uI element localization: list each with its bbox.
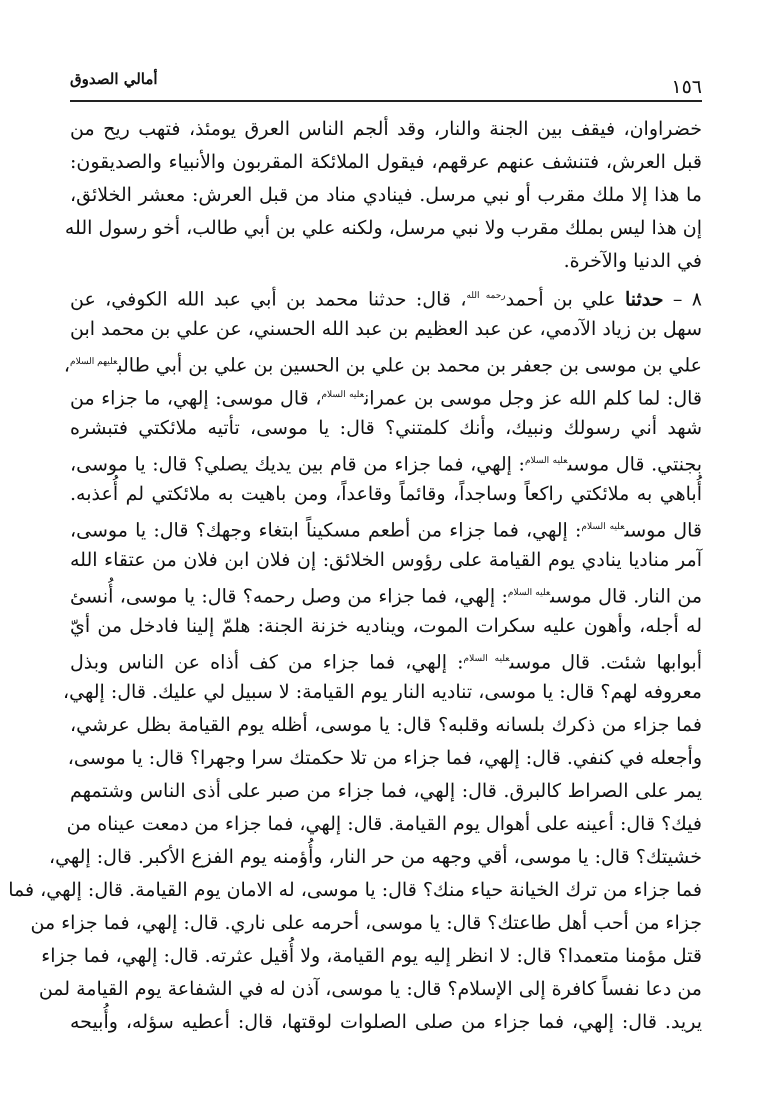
text-line: قتل مؤمنا متعمدا؟ قال: لا انظر إليه يوم القيامة، ولا أُقيل عثرته. قال: إلهي، فما جزاء (41, 945, 702, 967)
text-span: أبوابها شئت. قال موسى (509, 651, 702, 674)
text-line (70, 643, 702, 676)
text-span: علي بن أحمد (505, 288, 616, 311)
text-span: : إلهي، فما جزاء من وصل رحمه؟ قال: يا موسى، أُنسئ (70, 585, 508, 608)
text-line (70, 511, 702, 544)
hadith-lead: حدثنا (624, 288, 664, 311)
text-line: خضراوان، فيقف بين الجنة والنار، وقد ألجم الناس العرق يومئذ، فتهب ريح من (70, 118, 702, 140)
honorific-rahimahu-icon: رحمه الله (466, 291, 506, 301)
header-rule (70, 100, 702, 102)
text-line (70, 280, 702, 313)
honorific-alayhi-icon: عليه السلام (581, 522, 625, 532)
text-span: : إلهي، فما جزاء من أطعم مسكيناً ابتغاء وجهك؟ قال: يا موسى، (70, 519, 582, 542)
text-line: فما جزاء من ترك الخيانة حياء منك؟ قال: يا موسى، له الامان يوم القيامة. قال: إلهي، فما (8, 879, 702, 901)
text-span: ، قال: حدثنا محمد بن أبي عبد الله الكوفي، عن (70, 288, 467, 311)
paragraph-2 (8, 280, 703, 1039)
text-line: يمر على الصراط كالبرق. قال: إلهي، فما جزاء من صبر على أذى الناس وشتمهم (70, 780, 702, 802)
honorific-alayhi-icon: عليه السلام (507, 588, 551, 598)
text-span: قال: لما كلم الله عز وجل موسى بن عمران (363, 387, 703, 410)
text-span: قال موسى (624, 519, 702, 542)
text-line (63, 346, 702, 379)
text-line: شهد أني رسولك ونبيك، وأنك كلمتني؟ قال: يا موسى، تأتيه ملائكتي فتبشره (70, 417, 702, 439)
honorific-alayhim-icon: عليهم السلام (70, 357, 118, 367)
text-span: علي بن موسى بن جعفر بن محمد بن علي بن الحسين بن علي بن أبي طالب (117, 354, 702, 377)
honorific-alayhi-icon: عليه السلام (321, 390, 364, 400)
text-line: له أجله، وأهون عليه سكرات الموت، ويناديه خزنة الجنة: هلمّ إلينا فادخل من أيّ (70, 615, 702, 637)
text-line: آمر مناديا ينادي يوم القيامة على رؤوس الخلائق: إن فلان ابن فلان من عتقاء الله (70, 549, 702, 571)
running-header (70, 66, 702, 102)
text-line (70, 577, 702, 610)
book-title: أمالي الصدوق (70, 70, 158, 88)
hadith-number: ٨ – (672, 288, 702, 311)
text-span: ، (63, 354, 71, 377)
text-line: خشيتك؟ قال: يا موسى، أقي وجهه من حر النار، وأُؤمنه يوم الفزع الأكبر. قال: إلهي، (48, 846, 702, 868)
text-line: سهل بن زياد الآدمي، عن عبد العظيم بن عبد الله الحسني، عن علي بن محمد ابن (70, 318, 702, 340)
text-line: في الدنيا والآخرة. (563, 250, 702, 272)
honorific-alayhi-icon: عليه السلام (524, 456, 568, 466)
text-line: إن هذا ليس بملك مقرب ولا نبي مرسل، ولكنه علي بن أبي طالب، أخو رسول الله (64, 217, 702, 239)
text-line: ما هذا إلا ملك مقرب أو نبي مرسل. فينادي مناد من قبل العرش: معشر الخلائق، (70, 184, 702, 206)
text-line: جزاء من أحب أهل طاعتك؟ قال: يا موسى، أحرمه على ناري. قال: إلهي، فما جزاء من (30, 912, 702, 934)
text-line (70, 445, 702, 478)
text-span: من النار. قال موسى (550, 585, 702, 608)
paragraph-1 (64, 113, 702, 278)
honorific-alayhi-icon: عليه السلام (463, 654, 510, 664)
text-line: وأجعله في كنفي. قال: إلهي، فما جزاء من تلا حكمتك سرا وجهرا؟ قال: يا موسى، (67, 747, 702, 769)
text-span: : إلهي، فما جزاء من كف أذاه عن الناس وبذل (70, 651, 464, 674)
text-line: معروفه لهم؟ قال: يا موسى، تناديه النار يوم القيامة: لا سبيل لي عليك. قال: إلهي، (62, 681, 702, 703)
text-line: فيك؟ قال: أعينه على أهوال يوم القيامة. قال: إلهي، فما جزاء من دمعت عيناه من (66, 813, 702, 835)
text-span: : إلهي، فما جزاء من قام بين يديك يصلي؟ قال: يا موسى، (70, 453, 525, 476)
text-line: قبل العرش، فتنشف عنهم عرقهم، فيقول الملائكة المقربون والأنبياء والصديقون: (70, 151, 702, 173)
text-line: أُباهي به ملائكتي راكعاً وساجداً، وقائماً وقاعداً، ومن باهيت به ملائكتي لم أُعذبه. (70, 483, 702, 505)
text-line: يريد. قال: إلهي، فما جزاء من صلى الصلوات لوقتها، قال: أعطيه سؤله، وأُبيحه (70, 1011, 702, 1033)
text-line: من دعا نفساً كافرة إلى الإسلام؟ قال: يا موسى، آذن له في الشفاعة يوم القيامة لمن (38, 978, 702, 1000)
text-line (70, 379, 702, 412)
page-number: ١٥٦ (671, 76, 702, 98)
text-span: ، قال موسى: إلهي، ما جزاء من (70, 387, 322, 410)
text-line: فما جزاء من ذكرك بلسانه وقلبه؟ قال: يا موسى، أظله يوم القيامة بظل عرشي، (70, 714, 702, 736)
text-span: بجنتي. قال موسى (567, 453, 703, 476)
